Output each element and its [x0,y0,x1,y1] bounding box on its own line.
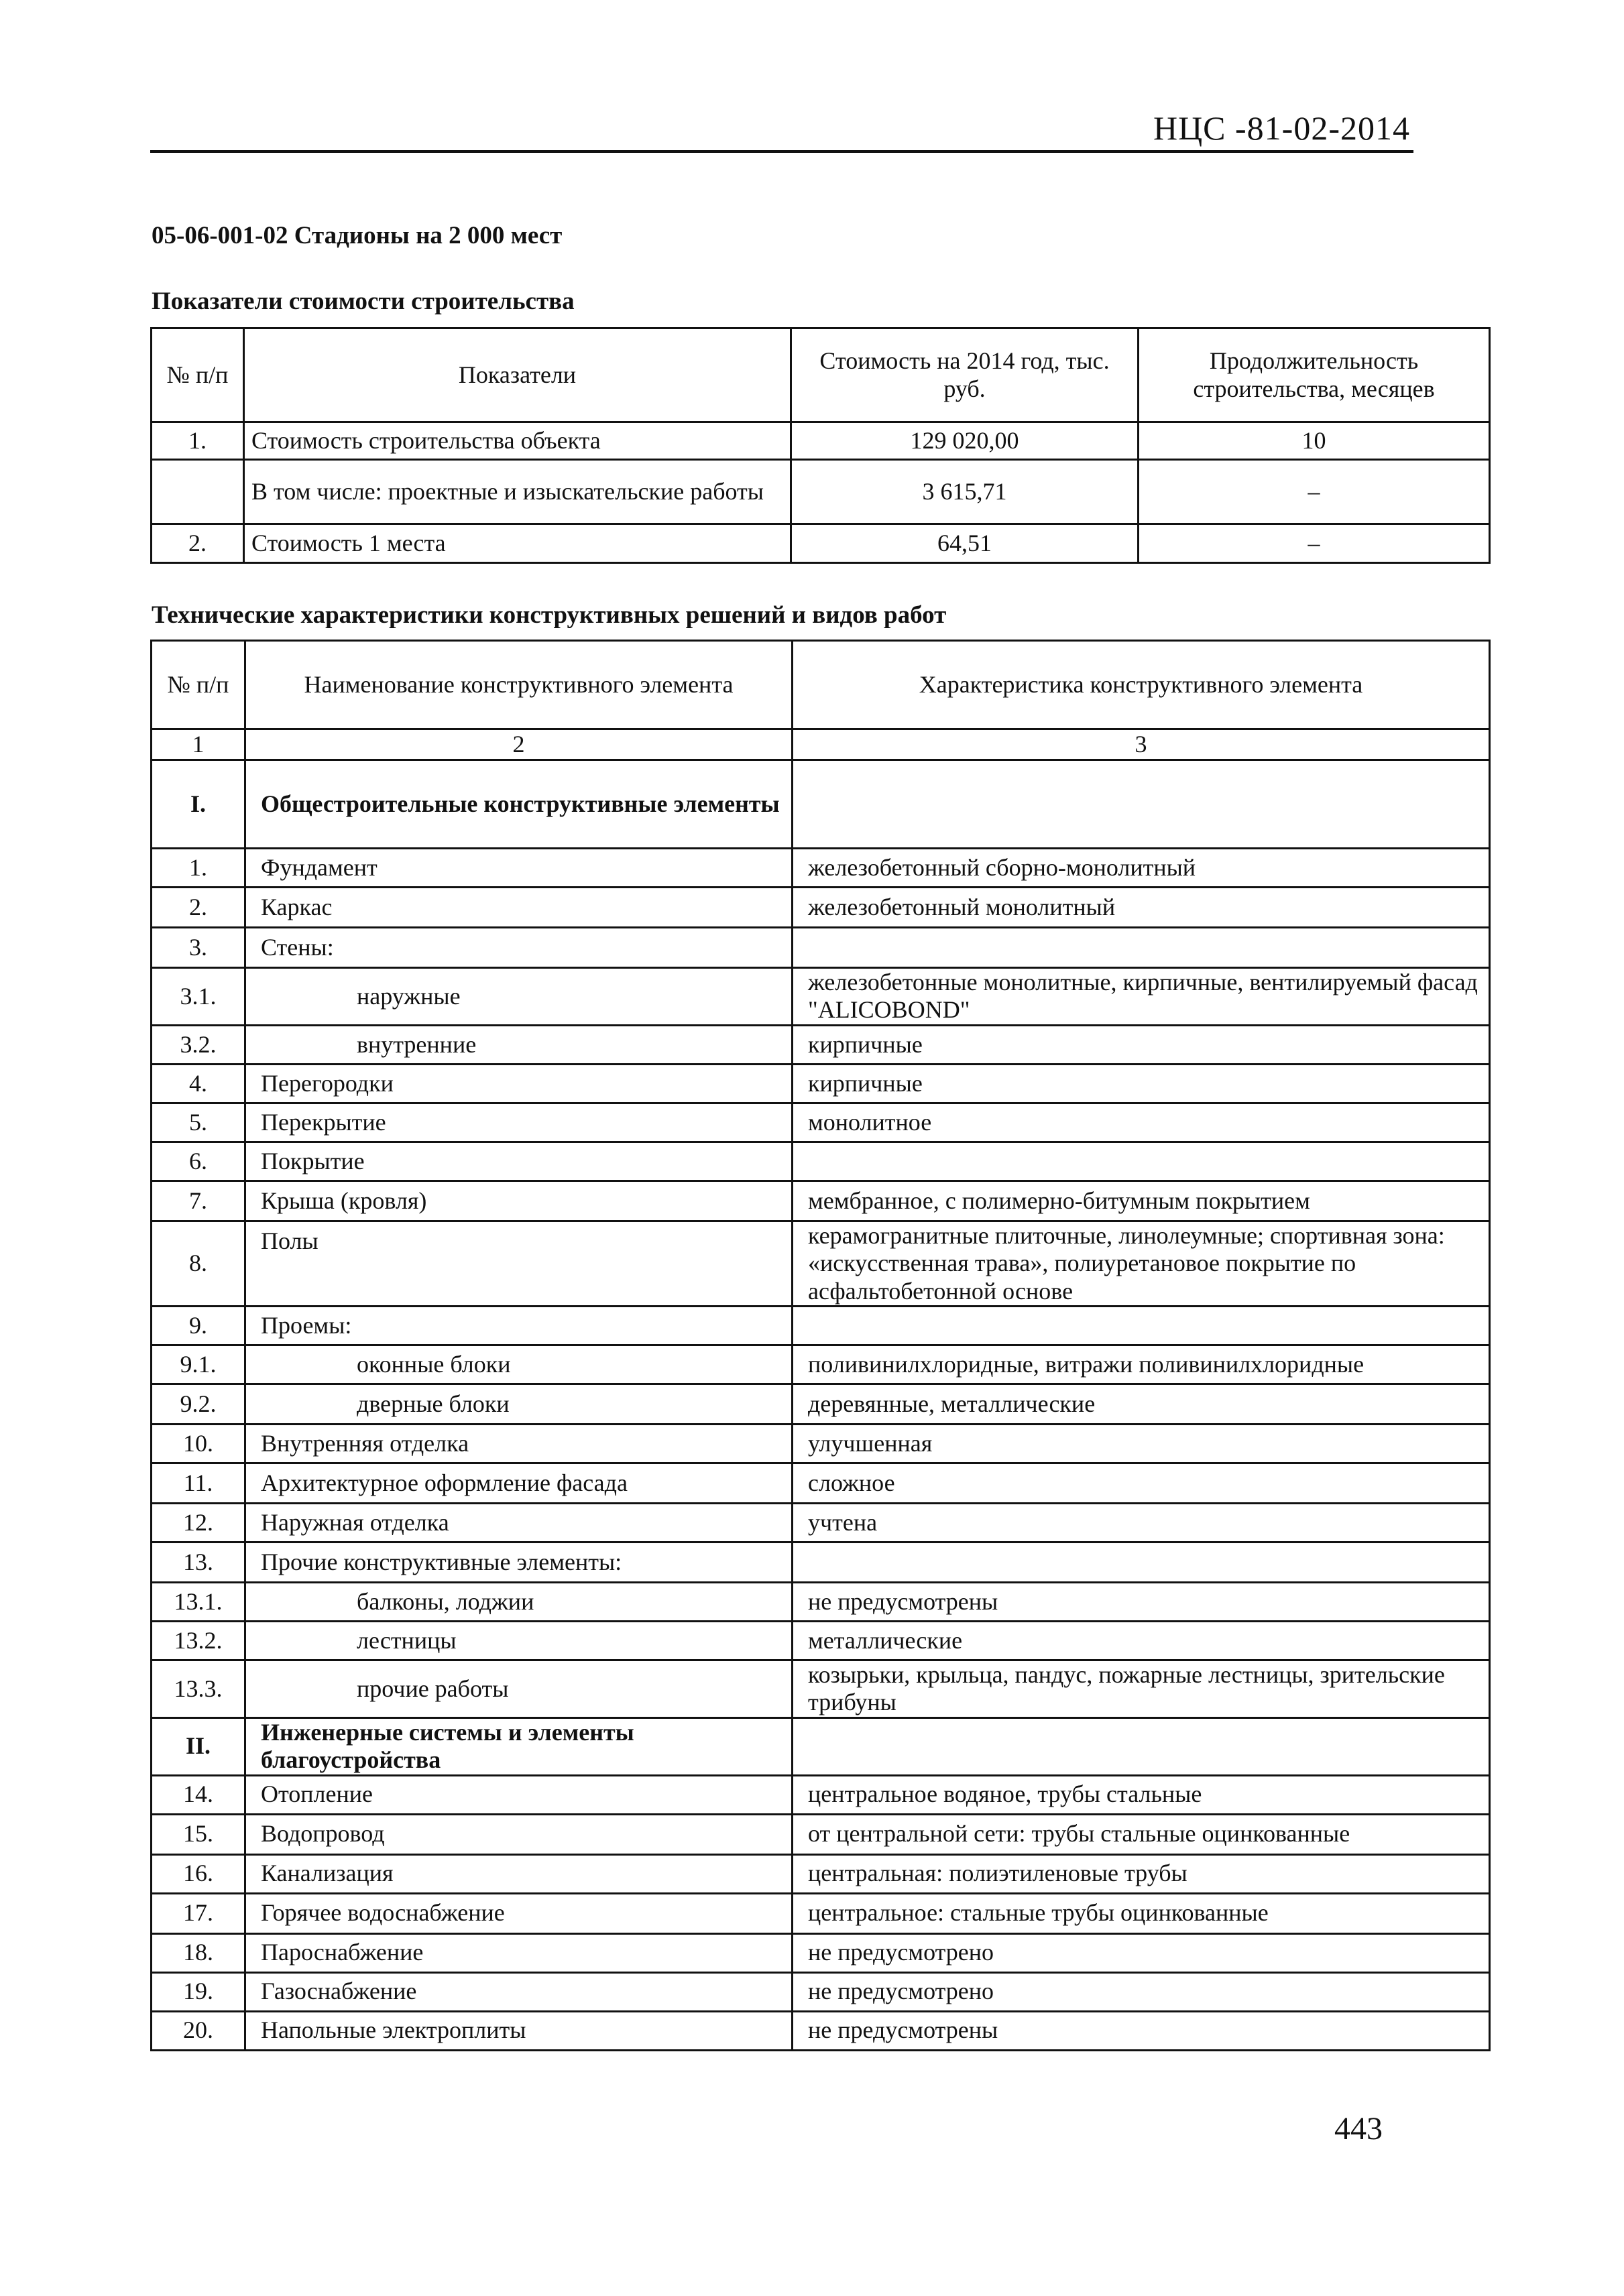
row-num: 13.2. [152,1621,245,1660]
row-characteristic [793,1542,1490,1582]
row-element-name: Общестроительные конструктивные элементы [245,760,793,849]
row-element-name: Прочие конструктивные элементы: [245,1542,793,1582]
row-num: 1. [152,422,244,460]
row-characteristic: железобетонный монолитный [793,888,1490,928]
row-num: 3.2. [152,1025,245,1064]
table-row [152,849,1490,888]
row-num: 20. [152,2011,245,2050]
row-element-name: Горячее водоснабжение [245,1893,793,1933]
row-num: 15. [152,1814,245,1854]
row-characteristic: от центральной сети: трубы стальные оцинкованные [793,1814,1490,1854]
row-element-name: прочие работы [245,1660,793,1717]
header-rule [150,150,1413,153]
table-row [152,1424,1490,1463]
row-characteristic: не предусмотрено [793,1972,1490,2011]
row-element-name: Стены: [245,928,793,968]
col-number: 1 [152,729,245,760]
row-num: 11. [152,1463,245,1503]
header-element: Наименование конструктивного элемента [245,641,793,729]
row-num: I. [152,760,245,849]
tech-table [150,640,1491,2051]
table-row [152,1660,1490,1717]
row-num: 8. [152,1221,245,1306]
row-num: 13. [152,1542,245,1582]
table-row [152,968,1490,1026]
row-element-name: Отопление [245,1775,793,1814]
row-element-name: лестницы [245,1621,793,1660]
table-row [152,760,1490,849]
row-element-name: Перегородки [245,1064,793,1103]
row-characteristic [793,928,1490,968]
header-indicator: Показатели [244,328,791,422]
table-row [152,888,1490,928]
row-characteristic: монолитное [793,1103,1490,1142]
row-characteristic: железобетонные монолитные, кирпичные, вентилируемый фасад "ALICOBOND" [793,968,1490,1026]
row-duration: – [1139,524,1490,563]
row-element-name: Фундамент [245,849,793,888]
row-characteristic: кирпичные [793,1064,1490,1103]
col-number: 3 [793,729,1490,760]
table-row [152,1345,1490,1384]
table-row [152,1463,1490,1503]
row-num: 16. [152,1854,245,1893]
row-characteristic: мембранное, с полимерно-битумным покрытием [793,1181,1490,1221]
row-name: В том числе: проектные и изыскательские работы [244,460,791,524]
table-row [152,1814,1490,1854]
row-num: 2. [152,524,244,563]
row-characteristic [793,1306,1490,1345]
header-cost: Стоимость на 2014 год, тыс. руб. [791,328,1139,422]
row-element-name: Пароснабжение [245,1933,793,1972]
row-element-name: Покрытие [245,1142,793,1181]
row-cost: 3 615,71 [791,460,1139,524]
row-cost: 129 020,00 [791,422,1139,460]
row-characteristic: козырьки, крыльца, пандус, пожарные лестницы, зрительские трибуны [793,1660,1490,1717]
table-row [152,1933,1490,1972]
table-row [152,1542,1490,1582]
tech-table-header-row [152,641,1490,729]
row-characteristic: железобетонный сборно-монолитный [793,849,1490,888]
table-row [152,1893,1490,1933]
document-code: НЦС -81-02-2014 [1153,109,1410,147]
row-name: Стоимость строительства объекта [244,422,791,460]
row-characteristic: кирпичные [793,1025,1490,1064]
row-num: 3. [152,928,245,968]
row-element-name: Инженерные системы и элементы благоустройства [245,1717,793,1775]
cost-table-header-row [152,328,1490,422]
row-characteristic: поливинилхлоридные, витражи поливинилхлоридные [793,1345,1490,1384]
page-number: 443 [1334,2111,1383,2147]
row-characteristic: не предусмотрены [793,2011,1490,2050]
table-row [152,1064,1490,1103]
cost-table [150,327,1491,564]
row-num: 1. [152,849,245,888]
table-row [152,524,1490,563]
row-element-name: дверные блоки [245,1384,793,1424]
table-row [152,1306,1490,1345]
row-num: II. [152,1717,245,1775]
row-name: Стоимость 1 места [244,524,791,563]
table-row [152,1142,1490,1181]
row-num: 9. [152,1306,245,1345]
row-num: 13.3. [152,1660,245,1717]
row-characteristic: учтена [793,1503,1490,1542]
table-row [152,1181,1490,1221]
row-characteristic: деревянные, металлические [793,1384,1490,1424]
row-num: 10. [152,1424,245,1463]
header-duration: Продолжительность строительства, месяцев [1139,328,1490,422]
table-row [152,1221,1490,1306]
row-characteristic: не предусмотрены [793,1582,1490,1621]
table-row [152,1775,1490,1814]
row-element-name: Крыша (кровля) [245,1181,793,1221]
row-num: 2. [152,888,245,928]
row-characteristic: металлические [793,1621,1490,1660]
row-num: 7. [152,1181,245,1221]
col-number: 2 [245,729,793,760]
row-duration: 10 [1139,422,1490,460]
table-row [152,460,1490,524]
tech-table-body [152,760,1490,2051]
row-characteristic: улучшенная [793,1424,1490,1463]
table-row [152,1025,1490,1064]
row-characteristic [793,760,1490,849]
row-num: 14. [152,1775,245,1814]
row-element-name: внутренние [245,1025,793,1064]
row-characteristic: не предусмотрено [793,1933,1490,1972]
cost-table-title: Показатели стоимости строительства [152,288,575,315]
table-row [152,928,1490,968]
row-element-name: Наружная отделка [245,1503,793,1542]
table-row [152,1854,1490,1893]
table-row [152,1384,1490,1424]
row-num: 18. [152,1933,245,1972]
row-characteristic [793,1717,1490,1775]
header-num: № п/п [152,641,245,729]
row-characteristic: центральная: полиэтиленовые трубы [793,1854,1490,1893]
row-element-name: Водопровод [245,1814,793,1854]
row-element-name: Каркас [245,888,793,928]
section-title: 05-06-001-02 Стадионы на 2 000 мест [152,222,563,249]
row-num: 9.1. [152,1345,245,1384]
row-characteristic [793,1142,1490,1181]
row-characteristic: центральное водяное, трубы стальные [793,1775,1490,1814]
row-num: 6. [152,1142,245,1181]
row-element-name: Внутренняя отделка [245,1424,793,1463]
row-num: 17. [152,1893,245,1933]
row-element-name: Полы [245,1221,793,1306]
row-characteristic: сложное [793,1463,1490,1503]
row-num: 12. [152,1503,245,1542]
table-row [152,422,1490,460]
row-num [152,460,244,524]
table-row [152,1717,1490,1775]
row-element-name: Канализация [245,1854,793,1893]
row-characteristic: центральное: стальные трубы оцинкованные [793,1893,1490,1933]
column-number-row [152,729,1490,760]
row-num: 5. [152,1103,245,1142]
row-num: 4. [152,1064,245,1103]
row-characteristic: керамогранитные плиточные, линолеумные; спортивная зона: «искусственная трава», полиуретановое покрытие по асфальтобетонной основе [793,1221,1490,1306]
table-row [152,1972,1490,2011]
row-element-name: Газоснабжение [245,1972,793,2011]
row-element-name: наружные [245,968,793,1026]
table-row [152,2011,1490,2050]
header-num: № п/п [152,328,244,422]
table-row [152,1503,1490,1542]
row-num: 19. [152,1972,245,2011]
row-cost: 64,51 [791,524,1139,563]
row-element-name: балконы, лоджии [245,1582,793,1621]
table-row [152,1582,1490,1621]
row-element-name: Напольные электроплиты [245,2011,793,2050]
row-num: 9.2. [152,1384,245,1424]
row-num: 3.1. [152,968,245,1026]
row-element-name: Перекрытие [245,1103,793,1142]
header-characteristic: Характеристика конструктивного элемента [793,641,1490,729]
tech-table-title: Технические характеристики конструктивных решений и видов работ [152,601,947,629]
row-element-name: Проемы: [245,1306,793,1345]
row-duration: – [1139,460,1490,524]
table-row [152,1621,1490,1660]
row-element-name: Архитектурное оформление фасада [245,1463,793,1503]
table-row [152,1103,1490,1142]
row-element-name: оконные блоки [245,1345,793,1384]
row-num: 13.1. [152,1582,245,1621]
